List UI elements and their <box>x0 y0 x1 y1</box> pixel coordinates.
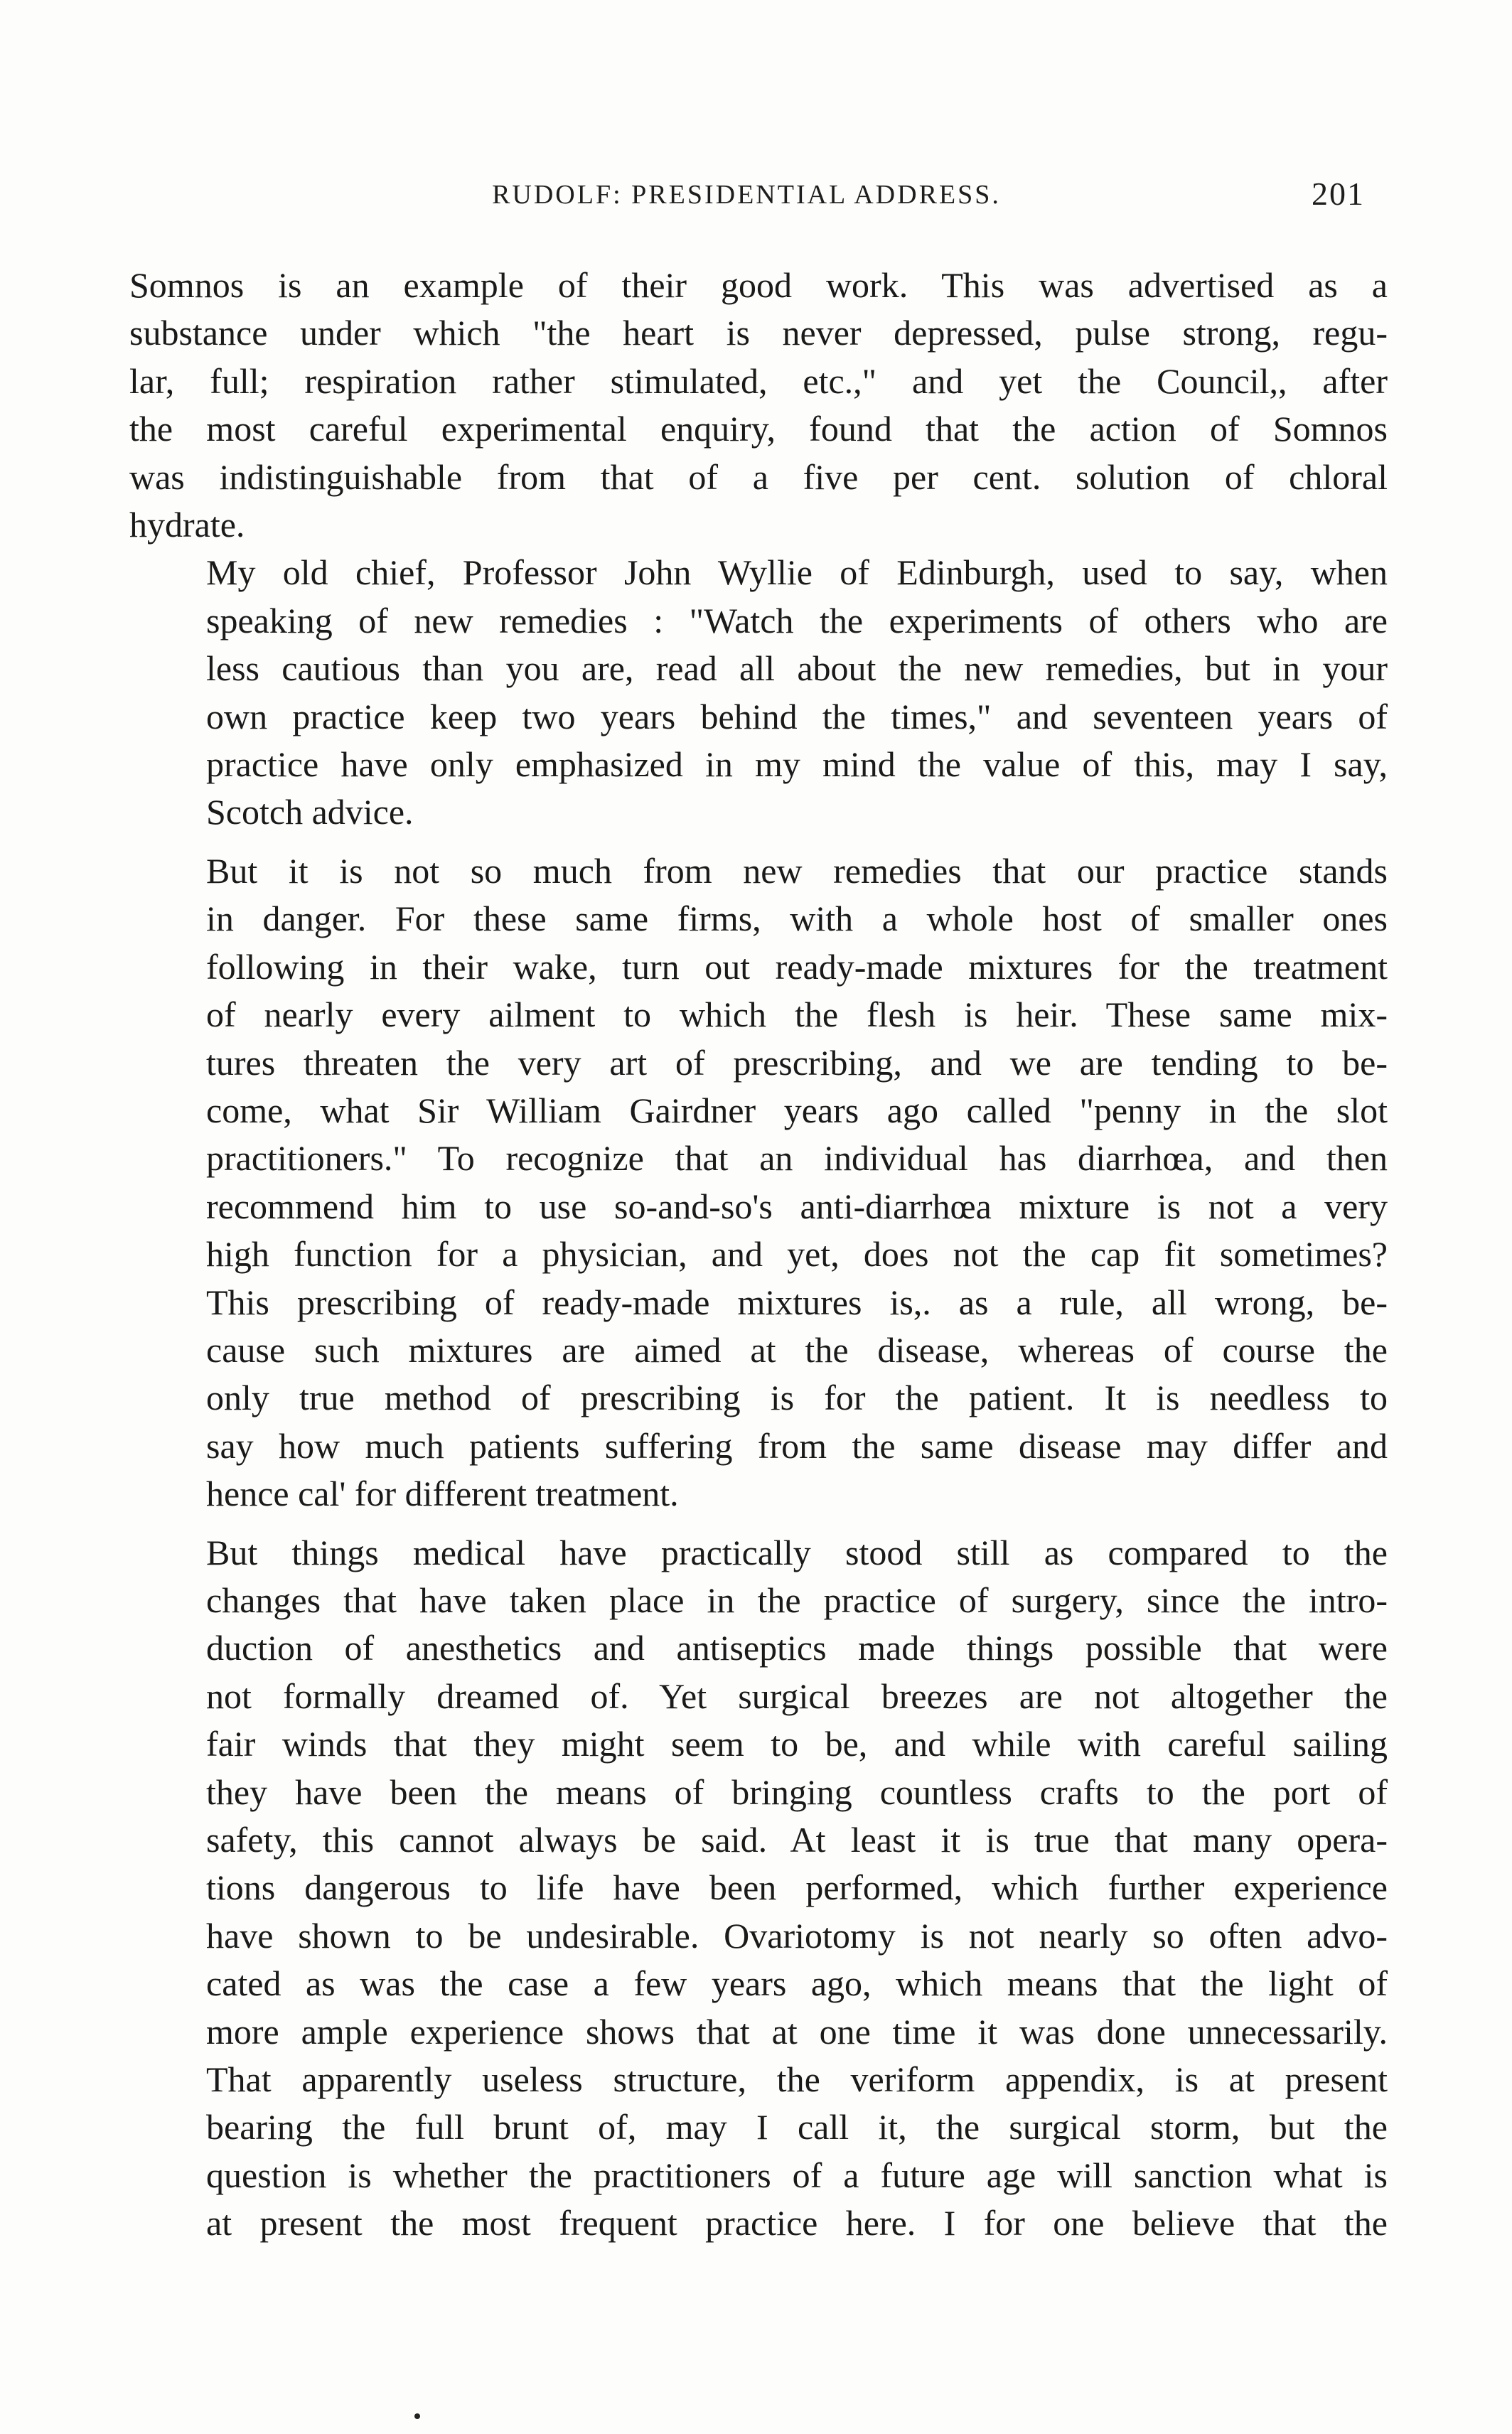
text-line: high function for a physician, and yet, does not the cap fit sometimes? <box>206 1234 1388 1275</box>
text-line: in danger. For these same firms, with a whole host of smaller ones <box>206 899 1388 939</box>
text-line: the most careful experimental enquiry, found that the action of Somnos <box>129 409 1388 449</box>
text-line: tions dangerous to life have been performed, which further experience <box>206 1867 1388 1908</box>
text-line: tures threaten the very art of prescribing, and we are tending to be- <box>206 1042 1388 1083</box>
text-line: at present the most frequent practice here. I for one believe that the <box>206 2203 1388 2243</box>
text-line: fair winds that they might seem to be, and while with careful sailing <box>206 1724 1388 1764</box>
text-line: hence cal' for different treatment. <box>206 1474 679 1514</box>
text-line: But it is not so much from new remedies that our practice stands <box>206 850 1388 891</box>
text-line: of nearly every ailment to which the flesh is heir. These same mix- <box>206 994 1388 1035</box>
paragraph-1 <box>129 262 1388 549</box>
text-line: cated as was the case a few years ago, which means that the light of <box>206 1963 1388 2004</box>
text-line: bearing the full brunt of, may I call it, the surgical storm, but the <box>206 2107 1388 2148</box>
text-line: practitioners." To recognize that an individual has diarrhœa, and then <box>206 1138 1388 1179</box>
text-line: Scotch advice. <box>206 792 414 832</box>
text-line: come, what Sir William Gairdner years ago called "penny in the slot <box>206 1090 1388 1130</box>
text-line: changes that have taken place in the practice of surgery, since the intro- <box>206 1580 1388 1620</box>
text-line: question is whether the practitioners of a future age will sanction what is <box>206 2155 1388 2195</box>
text-line: have shown to be undesirable. Ovariotomy is not nearly so often advo- <box>206 1915 1388 1956</box>
paragraph-3 <box>129 847 1388 1518</box>
paragraph-4 <box>129 1529 1388 2248</box>
text-line: Somnos is an example of their good work. This was advertised as a <box>129 265 1388 305</box>
text-line: But things medical have practically stood still as compared to the <box>206 1532 1388 1572</box>
text-line: safety, this cannot always be said. At least it is true that many opera- <box>206 1820 1388 1860</box>
text-line: not formally dreamed of. Yet surgical breezes are not altogether the <box>206 1676 1388 1716</box>
text-line: was indistinguishable from that of a five per cent. solution of chloral <box>129 456 1388 497</box>
text-line: lar, full; respiration rather stimulated, etc.," and yet the Council,, after <box>129 360 1388 401</box>
text-line: This prescribing of ready-made mixtures is,. as a rule, all wrong, be- <box>206 1282 1388 1322</box>
text-line: say how much patients suffering from the same disease may differ and <box>206 1425 1388 1466</box>
text-line: duction of anesthetics and antiseptics made things possible that were <box>206 1628 1388 1668</box>
page-number: 201 <box>1312 176 1365 212</box>
text-line: My old chief, Professor John Wyllie of Edinburgh, used to say, when <box>206 552 1388 593</box>
text-line: they have been the means of bringing countless crafts to the port of <box>206 1771 1388 1812</box>
text-line: speaking of new remedies : "Watch the experiments of others who are <box>206 600 1388 640</box>
ink-speck <box>414 2413 420 2419</box>
text-line: hydrate. <box>129 505 245 545</box>
text-line: less cautious than you are, read all about the new remedies, but in your <box>206 648 1388 689</box>
text-line: recommend him to use so-and-so's anti-diarrhœa mixture is not a very <box>206 1186 1388 1226</box>
text-line: That apparently useless structure, the veriform appendix, is at present <box>206 2059 1388 2100</box>
text-line: cause such mixtures are aimed at the disease, whereas of course the <box>206 1329 1388 1370</box>
text-line: own practice keep two years behind the times," and seventeen years of <box>206 696 1388 736</box>
running-head: RUDOLF: PRESIDENTIAL ADDRESS. <box>492 180 1001 210</box>
paragraph-2 <box>129 549 1388 836</box>
text-line: following in their wake, turn out ready-made mixtures for the treatment <box>206 946 1388 987</box>
text-line: more ample experience shows that at one time it was done unnecessarily. <box>206 2011 1388 2052</box>
body-text <box>129 262 1388 2248</box>
text-line: practice have only emphasized in my mind the value of this, may I say, <box>206 744 1388 785</box>
text-line: only true method of prescribing is for the patient. It is needless to <box>206 1378 1388 1418</box>
text-line: substance under which "the heart is never depressed, pulse strong, regu- <box>129 313 1388 353</box>
